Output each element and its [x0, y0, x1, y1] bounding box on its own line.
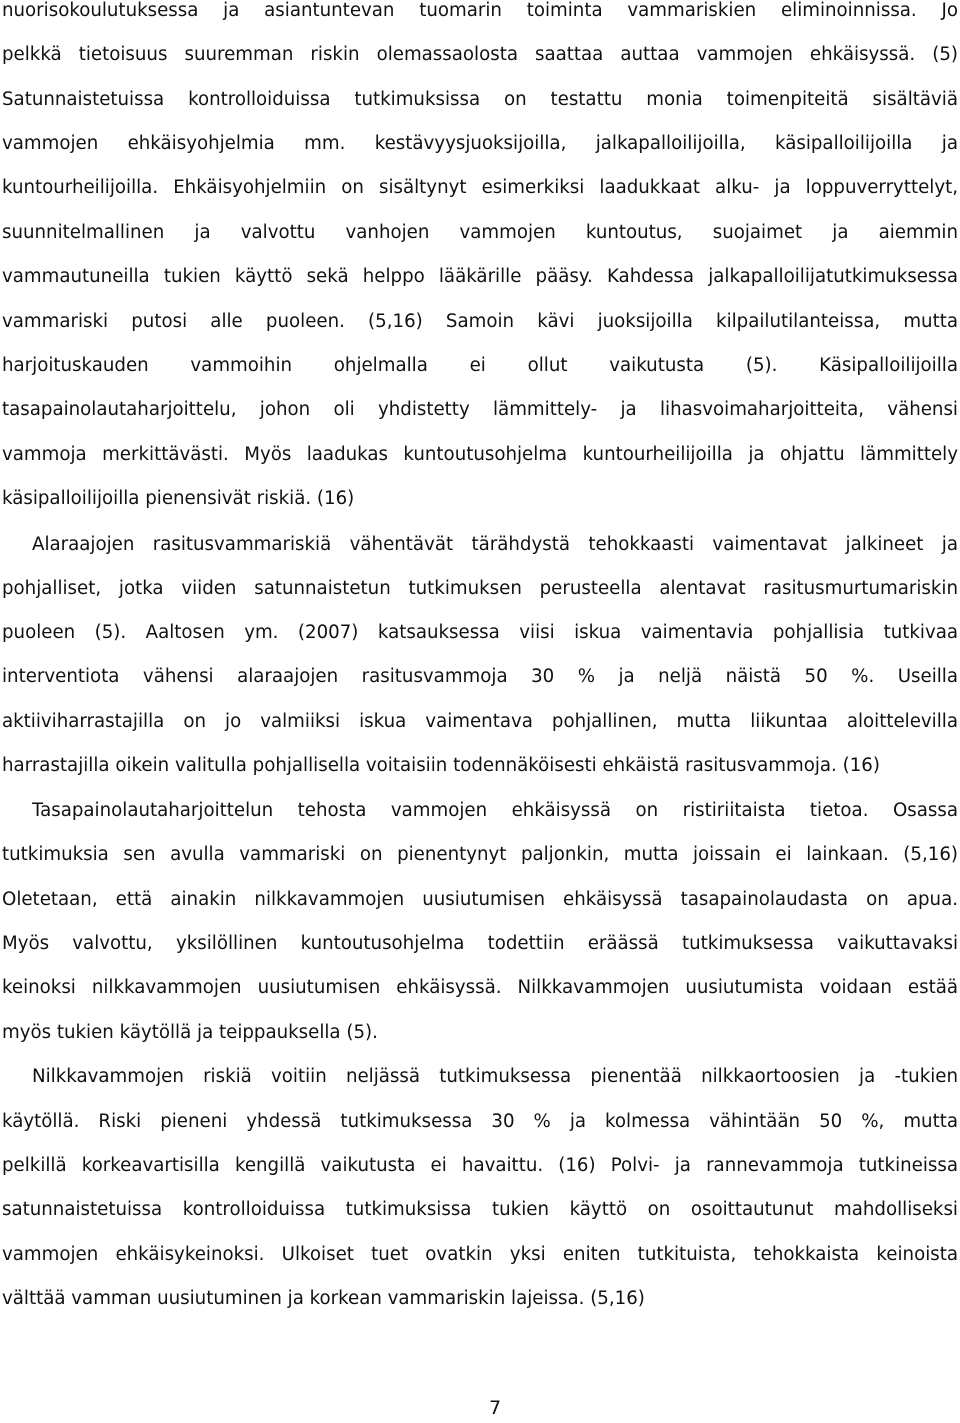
- text-line: käytöllä. Riski pieneni yhdessä tutkimuksessa 30 % ja kolmessa vähintään 50 %, mutta: [2, 1111, 958, 1132]
- text-line: myös tukien käytöllä ja teippauksella (5).: [2, 1022, 378, 1043]
- text-line: Myös valvottu, yksilöllinen kuntoutusohjelma todettiin eräässä tutkimuksessa vaikuttavaksi: [2, 933, 958, 954]
- text-line: välttää vamman uusiutuminen ja korkean vammariskin lajeissa. (5,16): [2, 1288, 645, 1309]
- text-line: pohjalliset, jotka viiden satunnaistetun tutkimuksen perusteella alentavat rasitusmurtumariskin: [2, 578, 958, 599]
- text-line: nuorisokoulutuksessa ja asiantuntevan tuomarin toiminta vammariskien eliminoinnissa. Jo: [2, 0, 958, 21]
- text-line: satunnaistetuissa kontrolloiduissa tutkimuksissa tukien käyttö on osoittautunut mahdolliseksi: [2, 1199, 958, 1220]
- text-line: suunnitelmallinen ja valvottu vanhojen vammojen kuntoutus, suojaimet ja aiemmin: [2, 222, 958, 243]
- page-number: 7: [488, 1397, 502, 1419]
- text-line: vammautuneilla tukien käyttö sekä helppo lääkärille pääsy. Kahdessa jalkapalloilijatutkimuksessa: [2, 266, 958, 287]
- text-line: vammojen ehkäisyohjelmia mm. kestävyysjuoksijoilla, jalkapalloilijoilla, käsipalloilijoilla ja: [2, 133, 958, 154]
- text-line: Nilkkavammojen riskiä voitiin neljässä tutkimuksessa pienentää nilkkaortoosien ja -tukien: [32, 1066, 958, 1087]
- text-line: keinoksi nilkkavammojen uusiutumisen ehkäisyssä. Nilkkavammojen uusiutumista voidaan estää: [2, 977, 958, 998]
- text-line: vammoja merkittävästi. Myös laadukas kuntoutusohjelma kuntourheilijoilla ja ohjattu lämmittely: [2, 444, 958, 465]
- text-line: aktiiviharrastajilla on jo valmiiksi iskua vaimentava pohjallinen, mutta liikuntaa aloittelevilla: [2, 711, 958, 732]
- text-line: Alaraajojen rasitusvammariskiä vähentävät tärähdystä tehokkaasti vaimentavat jalkineet ja: [32, 534, 958, 555]
- text-line: käsipalloilijoilla pienensivät riskiä. (16): [2, 488, 355, 509]
- text-line: vammariski putosi alle puoleen. (5,16) Samoin kävi juoksijoilla kilpailutilanteissa, mutta: [2, 311, 958, 332]
- text-line: interventiota vähensi alaraajojen rasitusvammoja 30 % ja neljä näistä 50 %. Useilla: [2, 666, 958, 687]
- text-line: harjoituskauden vammoihin ohjelmalla ei ollut vaikutusta (5). Käsipalloilijoilla: [2, 355, 958, 376]
- text-line: Satunnaistetuissa kontrolloiduissa tutkimuksissa on testattu monia toimenpiteitä sisältäviä: [2, 89, 958, 110]
- text-line: pelkillä korkeavartisilla kengillä vaikutusta ei havaittu. (16) Polvi- ja rannevammoja tutkineissa: [2, 1155, 958, 1176]
- text-line: puoleen (5). Aaltosen ym. (2007) katsauksessa viisi iskua vaimentavia pohjallisia tutkivaa: [2, 622, 958, 643]
- text-line: harrastajilla oikein valitulla pohjallisella voitaisiin todennäköisesti ehkäistä rasitusvammoja. (16): [2, 755, 880, 776]
- text-line: Oletetaan, että ainakin nilkkavammojen uusiutumisen ehkäisyssä tasapainolaudasta on apua.: [2, 889, 958, 910]
- text-line: kuntourheilijoilla. Ehkäisyohjelmiin on sisältynyt esimerkiksi laadukkaat alku- ja loppuverryttelyt,: [2, 177, 958, 198]
- text-line: tasapainolautaharjoittelu, johon oli yhdistetty lämmittely- ja lihasvoimaharjoitteita, vähensi: [2, 399, 958, 420]
- text-line: tutkimuksia sen avulla vammariski on pienentynyt paljonkin, mutta joissain ei lainkaan. (5,16): [2, 844, 958, 865]
- text-line: vammojen ehkäisykeinoksi. Ulkoiset tuet ovatkin yksi eniten tutkituista, tehokkaista keinoista: [2, 1244, 958, 1265]
- text-line: pelkkä tietoisuus suuremman riskin olemassaolosta saattaa auttaa vammojen ehkäisyssä. (5): [2, 44, 958, 65]
- text-line: Tasapainolautaharjoittelun tehosta vammojen ehkäisyssä on ristiriitaista tietoa. Osassa: [32, 800, 958, 821]
